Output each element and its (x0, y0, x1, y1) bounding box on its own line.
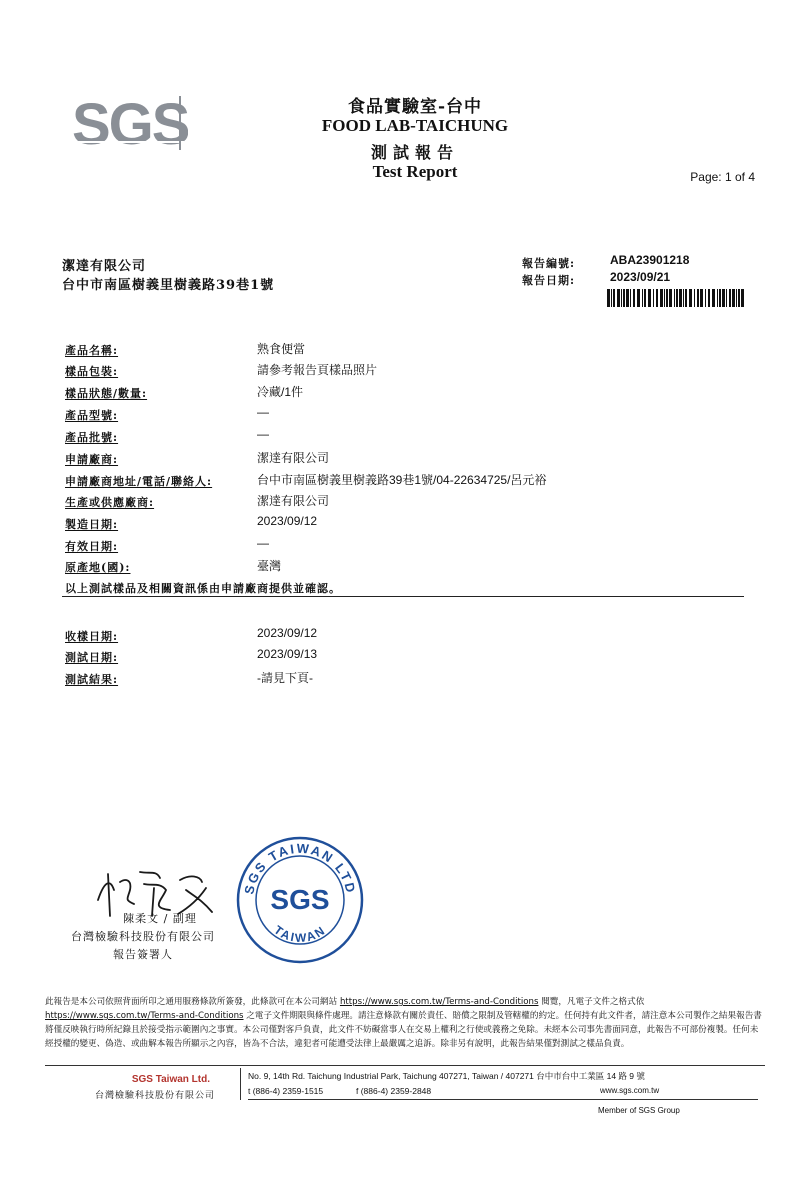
row-value: 2023/09/12 (257, 514, 318, 528)
row-label: 有效日期: (65, 540, 119, 553)
barcode-bar (666, 289, 668, 307)
row-label: 測試結果: (65, 673, 119, 686)
client-address: 台中市南區樹義里樹義路39巷1號 (62, 278, 275, 293)
barcode-bar (642, 289, 643, 307)
page-number: Page: 1 of 4 (690, 170, 755, 184)
barcode-bar (630, 289, 631, 307)
barcode-bar (705, 289, 706, 307)
disclaimer-text (45, 995, 765, 1051)
row-value: 2023/09/12 (257, 626, 318, 640)
barcode-bar (664, 289, 665, 307)
row-label: 申請廠商: (65, 453, 119, 466)
row-value: 潔達有限公司 (257, 451, 330, 465)
barcode-bar (644, 289, 646, 307)
row-value: 冷藏/1件 (257, 385, 304, 399)
footer-fax: f (886-4) 2359-2848 (356, 1086, 432, 1096)
barcode-bar (689, 289, 692, 307)
row-label: 產品名稱: (65, 344, 119, 357)
barcode-bar (719, 289, 721, 307)
report-title-zh: 測試報告 (370, 143, 459, 162)
sample-note: 以上測試樣品及相關資訊係由申請廠商提供並確認。 (65, 582, 341, 595)
row-value: 潔達有限公司 (257, 494, 330, 508)
svg-text:TAIWAN (271, 923, 328, 945)
barcode-bar (732, 289, 735, 307)
barcode-bar (729, 289, 731, 307)
footer-member: Member of SGS Group (598, 1106, 680, 1115)
seal-top-text: SGS TAIWAN LTD (241, 840, 359, 896)
barcode-bar (648, 289, 651, 307)
barcode-bar (617, 289, 620, 307)
barcode-bar (656, 289, 658, 307)
barcode-bar (660, 289, 663, 307)
row-label: 原產地(國): (65, 561, 131, 574)
row-label: 產品型號: (65, 409, 119, 422)
barcode-bar (607, 289, 610, 307)
row-value: 臺灣 (257, 559, 282, 573)
footer-divider (45, 1065, 765, 1066)
footer-address: No. 9, 14th Rd. Taichung Industrial Park, Taichung 407271, Taiwan / 407271 台中市台中工業區 14 路 9 號 (248, 1071, 645, 1081)
barcode-bar (685, 289, 687, 307)
row-value: -請見下頁- (257, 671, 313, 685)
report-number-label: 報告編號: (522, 257, 576, 270)
row-label: 收樣日期: (65, 630, 119, 643)
barcode-bar (674, 289, 675, 307)
company-seal (235, 835, 365, 965)
barcode-bar (694, 289, 695, 307)
barcode-bar (633, 289, 635, 307)
row-label: 申請廠商地址/電話/聯絡人: (65, 475, 213, 488)
row-label: 製造日期: (65, 518, 119, 531)
row-value: 請參考報告頁樣品照片 (257, 363, 378, 377)
barcode-bar (621, 289, 622, 307)
barcode-bar (669, 289, 672, 307)
barcode-bar (697, 289, 699, 307)
row-value: 台中市南區樹義里樹義路39巷1號/04-22634725/呂元裕 (257, 473, 547, 487)
barcode-bar (722, 289, 725, 307)
lab-name-zh: 食品實驗室-台中 (347, 97, 483, 117)
barcode-bar (626, 289, 629, 307)
barcode-bar (700, 289, 703, 307)
report-date: 2023/09/21 (610, 270, 671, 284)
report-barcode (607, 289, 745, 307)
row-value: — (257, 405, 269, 419)
row-label: 樣品包裝: (65, 365, 119, 378)
row-label: 生產或供應廠商: (65, 496, 155, 509)
barcode-bar (653, 289, 654, 307)
terms-link-1[interactable]: https://www.sgs.com.tw/Terms-and-Conditions (339, 997, 539, 1007)
barcode-bar (623, 289, 625, 307)
row-value: — (257, 427, 269, 441)
barcode-bar (708, 289, 710, 307)
row-value: 熟食便當 (257, 342, 306, 356)
barcode-bar (613, 289, 615, 307)
sgs-logo (68, 92, 188, 154)
signatory-role: 報告簽署人 (113, 948, 173, 961)
lab-name-en: FOOD LAB-TAICHUNG (321, 116, 509, 135)
barcode-bar (637, 289, 640, 307)
sgs-logo-text: SGS (72, 92, 188, 154)
barcode-bar (679, 289, 682, 307)
signatory-name: 陳柔文 / 副理 (123, 912, 197, 925)
divider (62, 596, 744, 597)
report-number: ABA23901218 (610, 253, 690, 267)
barcode-bar (717, 289, 718, 307)
barcode-bar (712, 289, 715, 307)
client-name: 潔達有限公司 (62, 259, 147, 274)
barcode-bar (683, 289, 684, 307)
footer-brand-zh: 台灣檢驗科技股份有限公司 (94, 1091, 215, 1101)
footer-website[interactable]: www.sgs.com.tw (600, 1086, 660, 1095)
row-value: 2023/09/13 (257, 647, 318, 661)
barcode-bar (611, 289, 612, 307)
report-date-label: 報告日期: (522, 274, 576, 287)
seal-bottom-text: TAIWAN (271, 922, 329, 946)
barcode-bar (676, 289, 678, 307)
disclaimer-part1: 此報告是本公司依照背面所印之通用服務條款所簽發，此條款可在本公司網站 (45, 997, 338, 1007)
row-label: 樣品狀態/數量: (65, 387, 148, 400)
footer-brand: SGS Taiwan Ltd. (131, 1074, 210, 1085)
disclaimer-part2: 閱覽，凡電子文件之格式依 (541, 997, 645, 1007)
terms-link-2[interactable]: https://www.sgs.com.tw/Terms-and-Conditions (45, 1011, 244, 1021)
report-title-en: Test Report (372, 162, 458, 181)
disclaimer-part3: 之電子文件期限與條件處理。請注意條款有關於責任、賠償之限制及管轄權的約定。任何持有此文件者，請注意本公司製作之結果報告書將僅反映執行時所紀錄且於接受指示範圍內之事實。本公司僅對客戶負責，此文件不妨礙當事人在交易上權利之行使或義務之免除。未經本公司事先書面同意，此報告不可部份複製。任何未經授權的變更、偽造、或曲解本報告所顯示之內容，皆為不合法，違犯者可能遭受法律上最嚴厲之追訴。除非另有說明，此報告結果僅對測試之樣品負責。 (45, 1011, 762, 1049)
signatory-company: 台灣檢驗科技股份有限公司 (71, 930, 215, 943)
footer-phone: t (886-4) 2359-1515 (248, 1086, 324, 1096)
barcode-bar (726, 289, 727, 307)
row-value: — (257, 536, 269, 550)
seal-center-text: SGS (270, 884, 330, 915)
row-label: 測試日期: (65, 651, 119, 664)
barcode-bar (738, 289, 740, 307)
barcode-bar (736, 289, 737, 307)
barcode-bar (741, 289, 744, 307)
footer-separator (240, 1068, 241, 1100)
footer-underline (248, 1099, 758, 1100)
row-label: 產品批號: (65, 431, 119, 444)
